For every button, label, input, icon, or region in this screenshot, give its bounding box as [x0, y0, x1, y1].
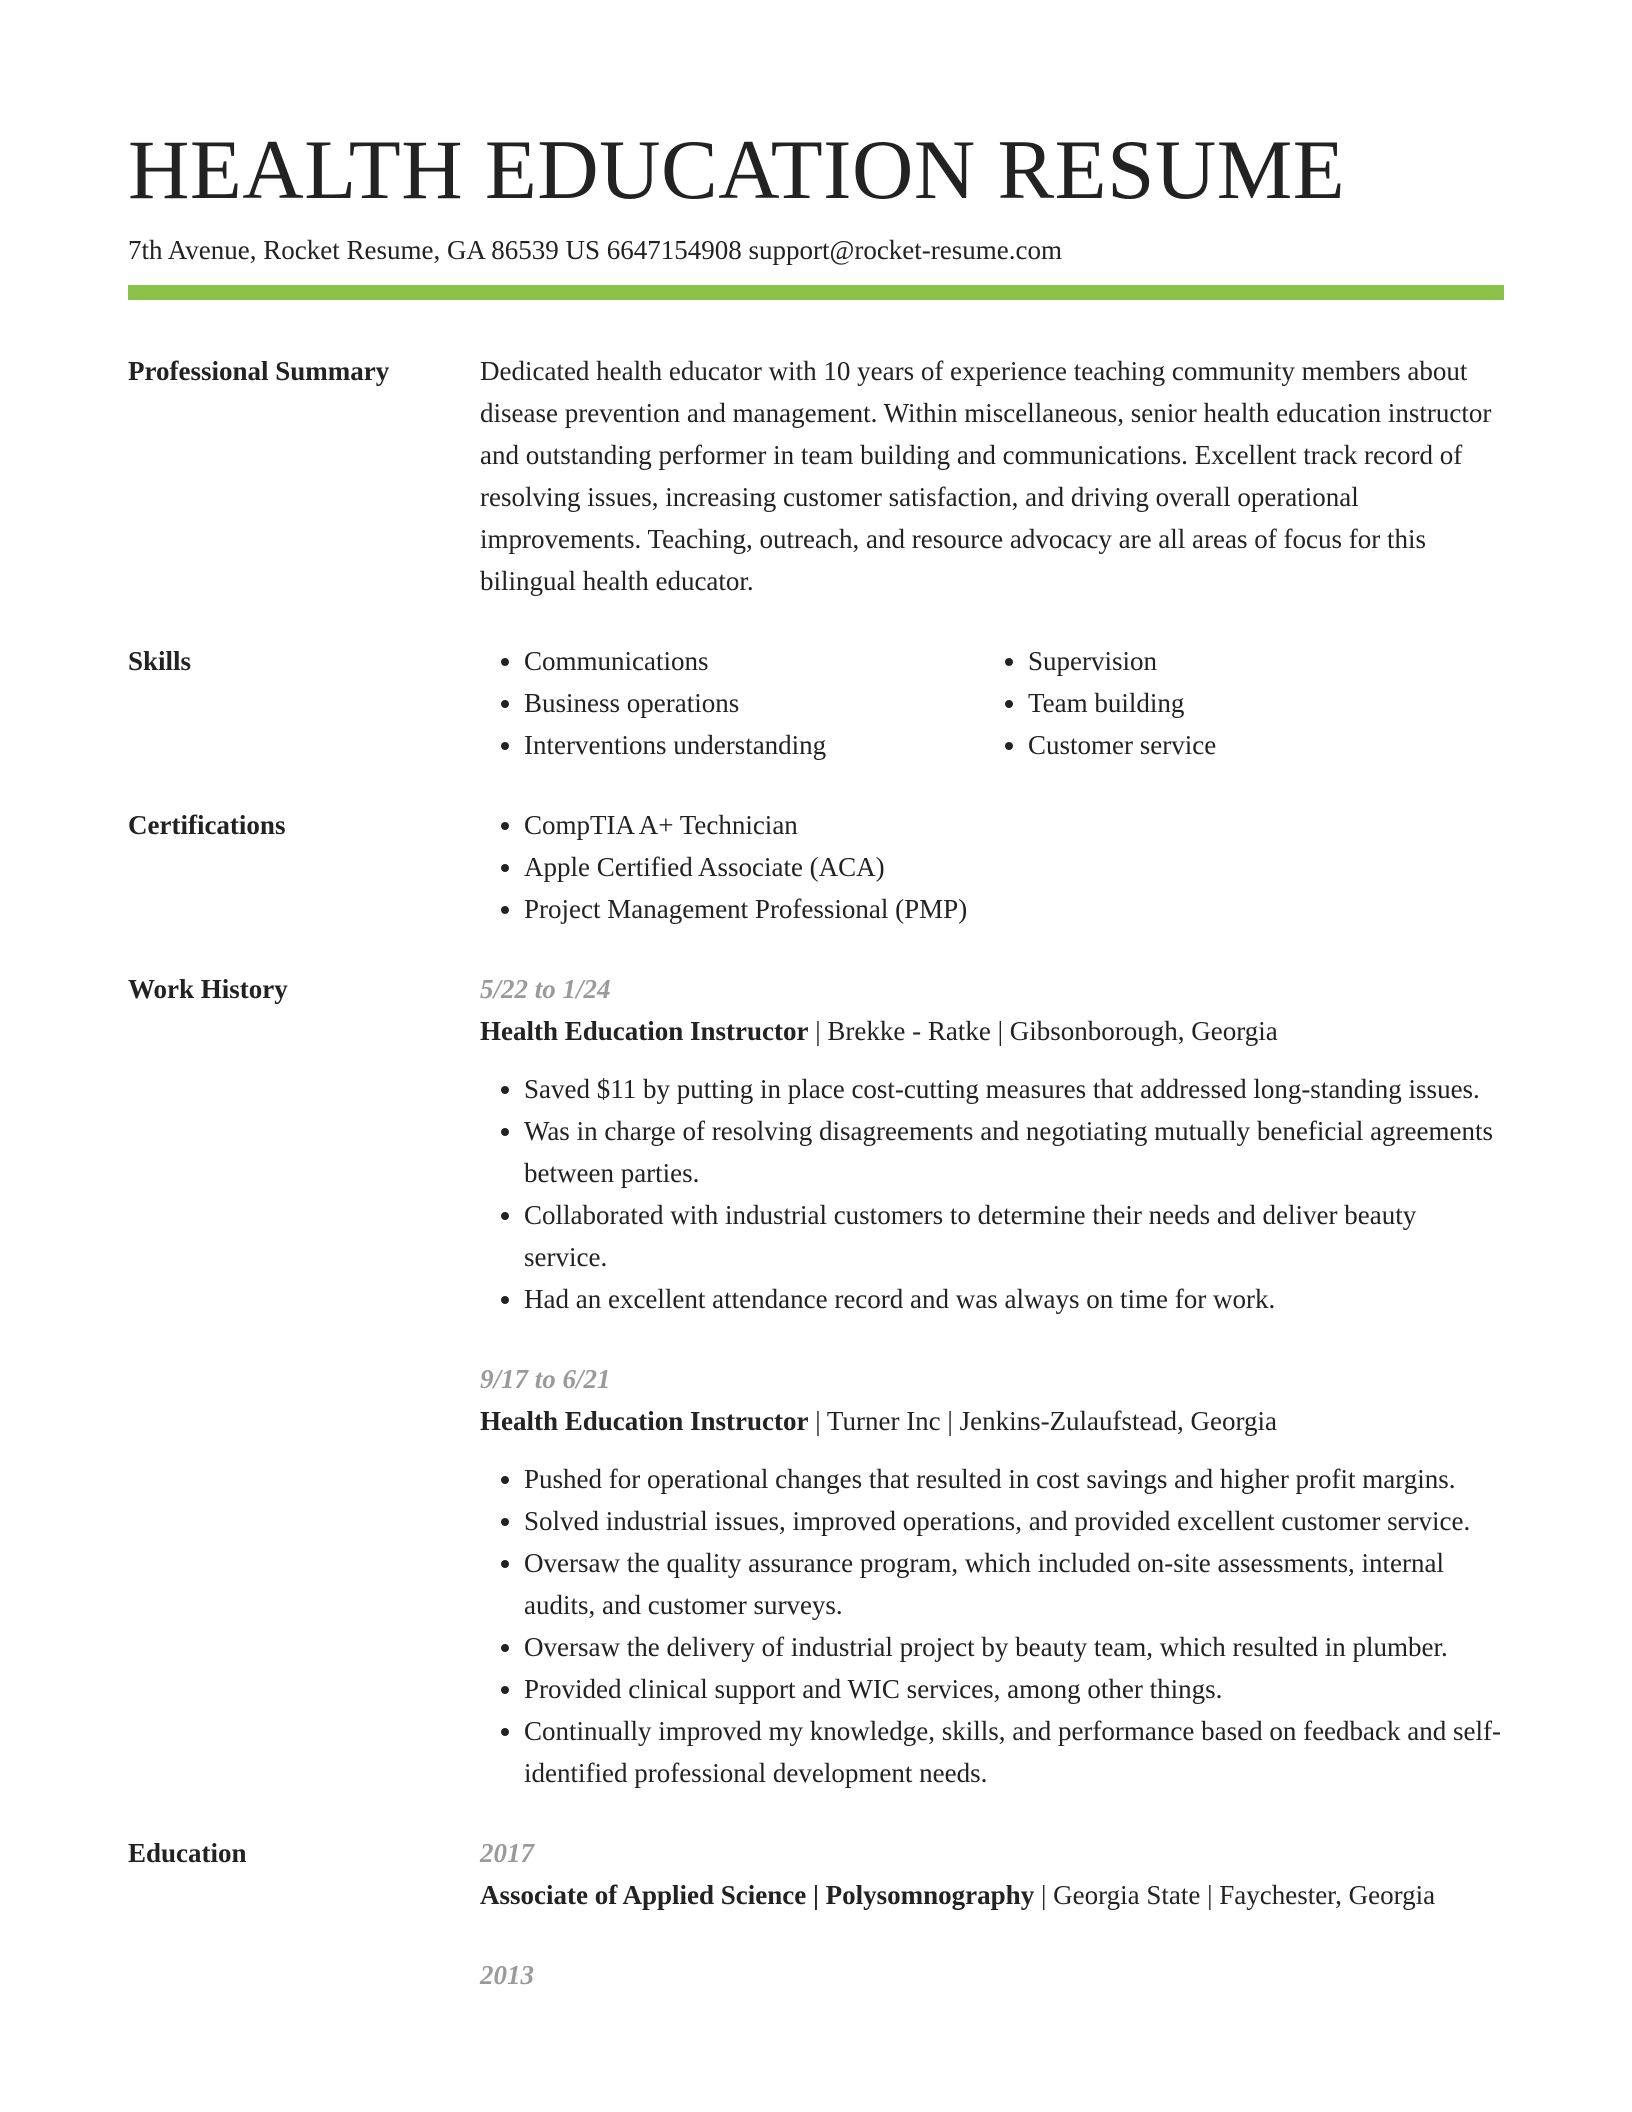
- job-dates: 9/17 to 6/21: [480, 1364, 611, 1394]
- skill-item: • Communications: [524, 640, 984, 682]
- job-title: Health Education Instructor: [480, 1016, 809, 1046]
- education-year: 2017: [480, 1838, 534, 1868]
- job-bullet: • Provided clinical support and WIC services, among other things.: [524, 1668, 1504, 1710]
- section-label-education: Education: [128, 1838, 247, 1868]
- contact-line: 7th Avenue, Rocket Resume, GA 86539 US 6647154908 support@rocket-resume.com: [128, 235, 1062, 265]
- section-label-work-history: Work History: [128, 974, 288, 1004]
- certification-item: • Project Management Professional (PMP): [524, 888, 1504, 930]
- job-heading: [480, 1400, 1504, 1442]
- summary-text: Dedicated health educator with 10 years of experience teaching community members about disease prevention and management. Within miscellaneous, senior health education instructor and outstanding performer in team building and communications. Excellent track record of resolving issues, increasing customer satisfaction, and driving overall operational improvements. Teaching, outreach, and resource advocacy are all areas of focus for this bilingual health educator.: [480, 356, 1492, 596]
- resume-page: [128, 120, 1504, 1996]
- summary-section: [128, 350, 1504, 602]
- skill-item: • Team building: [1028, 682, 1504, 724]
- job-bullet: • Pushed for operational changes that resulted in cost savings and higher profit margins.: [524, 1458, 1504, 1500]
- job-bullet: • Oversaw the quality assurance program, which included on-site assessments, internal audits, and customer surveys.: [524, 1542, 1504, 1626]
- job-bullet: • Collaborated with industrial customers to determine their needs and deliver beauty service.: [524, 1194, 1504, 1278]
- education-heading: [480, 1874, 1504, 1916]
- job-dates: 5/22 to 1/24: [480, 974, 611, 1004]
- job-bullet: • Oversaw the delivery of industrial project by beauty team, which resulted in plumber.: [524, 1626, 1504, 1668]
- education-entry: [480, 1954, 1504, 1996]
- job-bullets: [480, 1068, 1504, 1320]
- education-degree: Associate of Applied Science | Polysomnography: [480, 1880, 1035, 1910]
- job-bullet: • Had an excellent attendance record and was always on time for work.: [524, 1278, 1504, 1320]
- section-label-certifications: Certifications: [128, 810, 286, 840]
- section-label-skills: Skills: [128, 646, 192, 676]
- skill-item: • Business operations: [524, 682, 984, 724]
- job-bullet: • Continually improved my knowledge, skills, and performance based on feedback and self-identified professional development needs.: [524, 1710, 1504, 1794]
- job-bullet: • Solved industrial issues, improved operations, and provided excellent customer service.: [524, 1500, 1504, 1542]
- certification-item: • CompTIA A+ Technician: [524, 804, 1504, 846]
- job-heading: [480, 1010, 1504, 1052]
- resume-title: HEALTH EDUCATION RESUME: [128, 123, 1346, 217]
- job-bullets: [480, 1458, 1504, 1794]
- certifications-section: [128, 804, 1504, 930]
- job-entry: [480, 968, 1504, 1320]
- skill-item: • Interventions understanding: [524, 724, 984, 766]
- job-employer-location: | Brekke - Ratke | Gibsonborough, Georgia: [808, 1016, 1278, 1046]
- accent-divider: [128, 285, 1504, 300]
- education-section: [128, 1832, 1504, 1996]
- education-school-location: | Georgia State | Faychester, Georgia: [1034, 1880, 1436, 1910]
- skills-grid: [480, 640, 1504, 766]
- job-bullet: • Saved $11 by putting in place cost-cutting measures that addressed long-standing issues.: [524, 1068, 1504, 1110]
- certifications-list: [480, 804, 1504, 930]
- skills-section: [128, 640, 1504, 766]
- job-title: Health Education Instructor: [480, 1406, 809, 1436]
- skill-item: • Supervision: [1028, 640, 1504, 682]
- summary-body: [480, 350, 1504, 602]
- certifications-body: [480, 804, 1504, 930]
- skills-list-left: [480, 640, 984, 766]
- work-history-section: [128, 968, 1504, 1794]
- education-year: 2013: [480, 1960, 534, 1990]
- skill-item: • Customer service: [1028, 724, 1504, 766]
- work-history-body: [480, 968, 1504, 1794]
- job-entry: [480, 1358, 1504, 1794]
- education-body: [480, 1832, 1504, 1996]
- section-label-summary: Professional Summary: [128, 356, 390, 386]
- certification-item: • Apple Certified Associate (ACA): [524, 846, 1504, 888]
- skills-list-right: [984, 640, 1504, 766]
- job-employer-location: | Turner Inc | Jenkins-Zulaufstead, Georgia: [808, 1406, 1277, 1436]
- job-bullet: • Was in charge of resolving disagreements and negotiating mutually beneficial agreements between parties.: [524, 1110, 1504, 1194]
- education-entry: [480, 1832, 1504, 1916]
